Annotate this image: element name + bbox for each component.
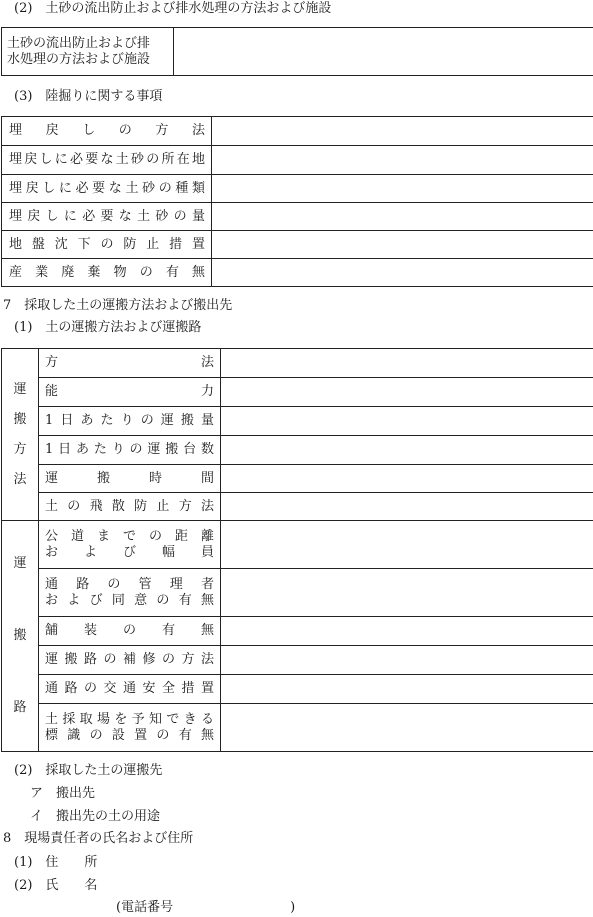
- transport-item-value: [221, 349, 593, 378]
- land-excavation-value: [212, 259, 593, 287]
- route-item-label: 土採取場を予知できる 標識の設置の有無: [39, 704, 221, 752]
- section-2-heading: (2) 土砂の流出防止および排水処理の方法および施設: [14, 0, 331, 18]
- section-8-1-address: (1) 住 所: [14, 854, 97, 872]
- transport-item-value: [221, 465, 593, 493]
- drainage-label-line-1: 土砂の流出防止および排: [7, 36, 168, 52]
- phone-number-line: (電話番号 ): [116, 899, 295, 917]
- route-item-value: [221, 569, 593, 617]
- drainage-label-line-2: 水処理の方法および施設: [7, 52, 168, 68]
- transport-item-label: 方法: [39, 349, 221, 378]
- route-item-value: [221, 617, 593, 646]
- route-item-value: [221, 521, 593, 569]
- route-item-label: 通路の管理者 および同意の有無: [39, 569, 221, 617]
- route-item-label: 運搬路の補修の方法: [39, 646, 221, 675]
- route-item-label: 通路の交通安全措置: [39, 675, 221, 704]
- transport-item-label: 1日あたりの運搬台数: [39, 436, 221, 465]
- transport-item-value: [221, 436, 593, 465]
- section-7-2-a: ア 搬出先: [30, 785, 95, 803]
- transport-item-label: 能力: [39, 378, 221, 407]
- route-item-label: 舗装の有無: [39, 617, 221, 646]
- land-excavation-label: 産業廃棄物の有無: [2, 259, 212, 287]
- transport-item-value: [221, 378, 593, 407]
- section-7-2-heading: (2) 採取した土の運搬先: [14, 762, 162, 780]
- transport-item-value: [221, 493, 593, 521]
- transport-item-label: 1日あたりの運搬量: [39, 407, 221, 436]
- drainage-table: [1, 27, 593, 76]
- section-3-heading: (3) 陸掘りに関する事項: [14, 88, 162, 106]
- transport-item-label: 運搬時間: [39, 465, 221, 493]
- route-item-value: [221, 675, 593, 704]
- drainage-value-cell: [174, 28, 593, 76]
- land-excavation-table: [1, 116, 593, 287]
- section-7-heading: 7 採取した土の運搬方法および搬出先: [3, 297, 232, 315]
- section-7-1-heading: (1) 土の運搬方法および運搬路: [14, 319, 201, 337]
- land-excavation-value: [212, 175, 593, 203]
- transport-item-value: [221, 407, 593, 436]
- land-excavation-value: [212, 117, 593, 146]
- land-excavation-label: 埋戻しに必要な土砂の所在地: [2, 146, 212, 175]
- section-8-heading: 8 現場責任者の氏名および住所: [3, 830, 193, 848]
- route-item-value: [221, 646, 593, 675]
- land-excavation-value: [212, 231, 593, 259]
- section-7-2-i: イ 搬出先の土の用途: [30, 808, 160, 826]
- land-excavation-label: 埋戻しに必要な土砂の種類: [2, 175, 212, 203]
- route-item-label: 公道までの距離 および幅員: [39, 521, 221, 569]
- route-item-value: [221, 704, 593, 752]
- land-excavation-label: 埋戻しに必要な土砂の量: [2, 203, 212, 231]
- drainage-label: [2, 28, 174, 76]
- transport-route-group-label: 運 搬 路: [2, 521, 39, 752]
- transport-method-group-label: 運 搬 方 法: [2, 349, 39, 521]
- section-8-2-name: (2) 氏 名: [14, 877, 97, 895]
- land-excavation-value: [212, 146, 593, 175]
- land-excavation-label: 地盤沈下の防止措置: [2, 231, 212, 259]
- land-excavation-value: [212, 203, 593, 231]
- transport-table: [1, 348, 593, 752]
- transport-item-label: 土の飛散防止方法: [39, 493, 221, 521]
- land-excavation-label: 埋戻しの方法: [2, 117, 212, 146]
